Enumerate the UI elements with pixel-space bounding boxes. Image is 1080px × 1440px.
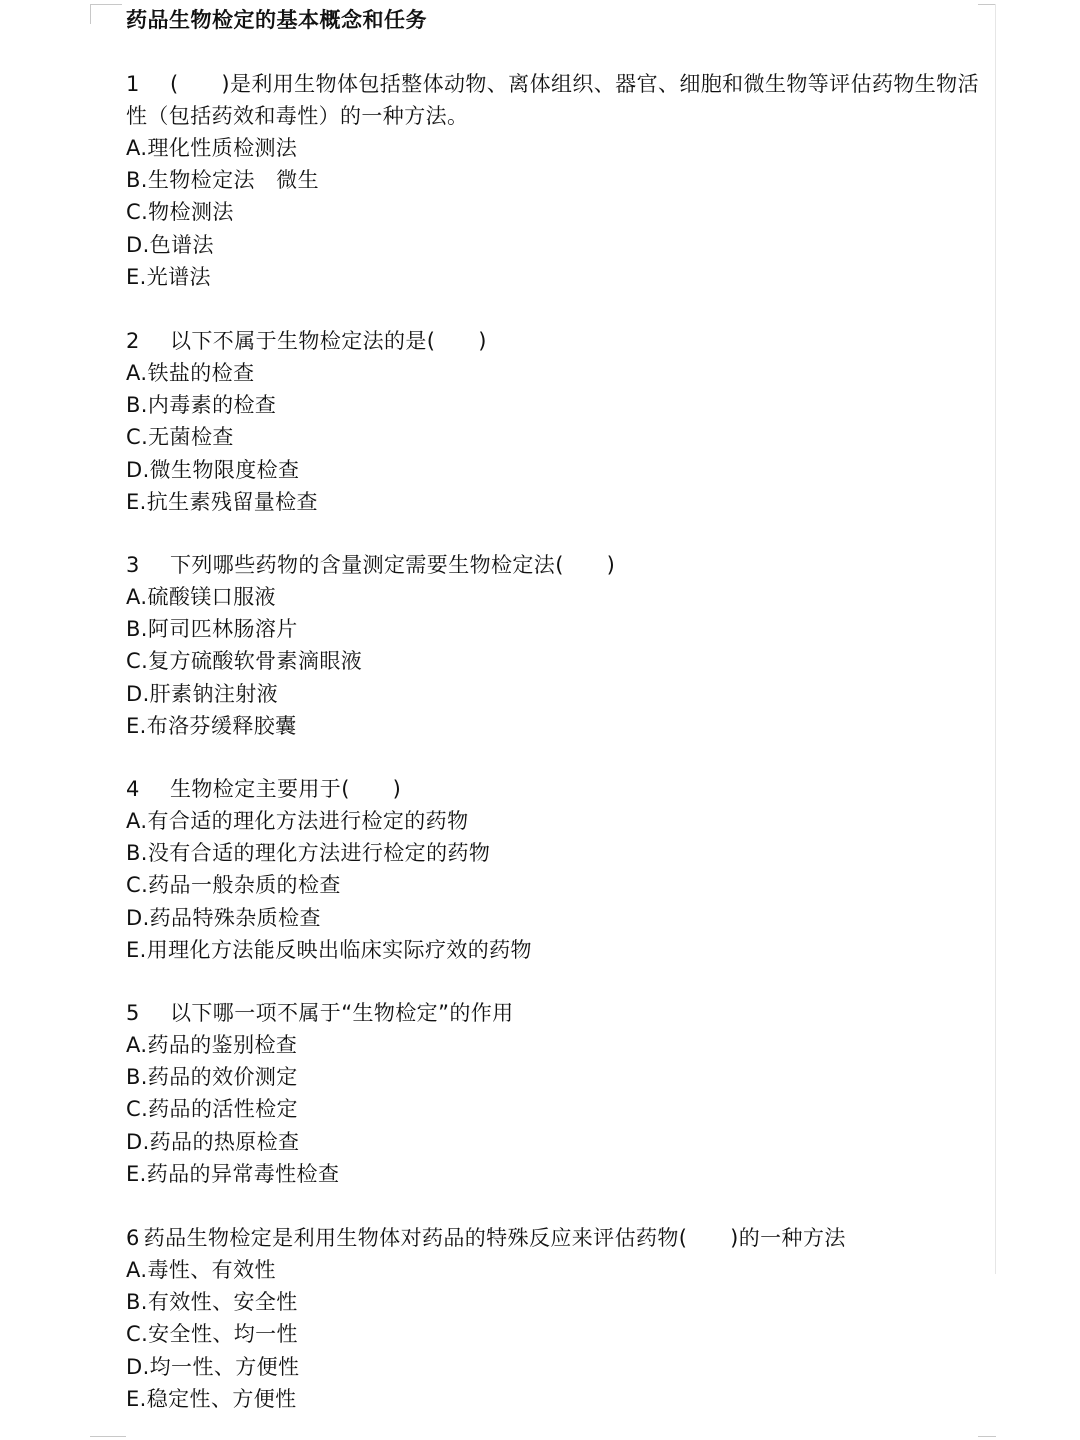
crop-mark: [90, 4, 122, 5]
option-d: D.色谱法: [126, 232, 214, 257]
crop-mark: [90, 1436, 126, 1437]
question-number: 2: [126, 329, 140, 353]
crop-mark: [90, 4, 91, 24]
question-stem: [126, 773, 986, 805]
option-e: E.布洛芬缓释胶囊: [126, 713, 297, 738]
option-e: E.用理化方法能反映出临床实际疗效的药物: [126, 937, 532, 962]
question-number: 4: [126, 777, 140, 801]
question-stem: [126, 325, 986, 357]
question-number: 3: [126, 553, 140, 577]
question-text: 生物检定主要用于( ): [170, 777, 402, 801]
option-c: C.药品一般杂质的检查: [126, 873, 341, 898]
option-c: C.药品的活性检定: [126, 1097, 298, 1122]
option-a: A.理化性质检测法: [126, 136, 298, 160]
question-2: [126, 325, 986, 518]
question-stem: [126, 549, 986, 581]
option-c: C.物检测法: [126, 200, 234, 225]
option-e: E.药品的异常毒性检查: [126, 1161, 340, 1186]
option-a: A.药品的鉴别检查: [126, 1033, 298, 1057]
question-stem: [126, 997, 986, 1029]
option-b: B.内毒素的检查: [126, 393, 277, 418]
crop-mark: [978, 1436, 996, 1437]
question-number: 5: [126, 1001, 140, 1025]
question-1: [126, 68, 986, 293]
option-a: A.有合适的理化方法进行检定的药物: [126, 809, 469, 833]
option-b: B.没有合适的理化方法进行检定的药物: [126, 841, 491, 866]
question-6: [126, 1222, 986, 1415]
question-text: 药品生物检定是利用生物体对药品的特殊反应来评估药物( )的一种方法: [143, 1226, 846, 1250]
question-stem: [126, 1222, 986, 1254]
option-d: D.药品特殊杂质检查: [126, 905, 321, 930]
option-b: B.生物检定法 微生: [126, 168, 320, 193]
option-a: A.硫酸镁口服液: [126, 585, 276, 609]
option-d: D.药品的热原检查: [126, 1129, 300, 1154]
crop-mark: [995, 4, 996, 1274]
question-number: 1: [126, 72, 140, 96]
question-stem: [126, 68, 986, 132]
question-text: 以下哪一项不属于“生物检定”的作用: [170, 1001, 514, 1025]
crop-mark: [978, 4, 996, 5]
option-e: E.光谱法: [126, 264, 211, 289]
option-b: B.阿司匹林肠溶片: [126, 617, 298, 642]
option-b: B.有效性、安全性: [126, 1290, 298, 1315]
option-e: E.抗生素残留量检查: [126, 489, 318, 514]
option-c: C.无菌检查: [126, 425, 234, 450]
option-d: D.肝素钠注射液: [126, 681, 279, 706]
question-text: 以下不属于生物检定法的是( ): [170, 329, 487, 353]
question-5: [126, 997, 986, 1190]
question-4: [126, 773, 986, 966]
option-c: C.复方硫酸软骨素滴眼液: [126, 649, 363, 674]
page-title: 药品生物检定的基本概念和任务: [126, 8, 427, 32]
question-text: 下列哪些药物的含量测定需要生物检定法( ): [170, 553, 616, 577]
option-a: A.毒性、有效性: [126, 1258, 276, 1282]
question-3: [126, 549, 986, 742]
option-d: D.均一性、方便性: [126, 1354, 300, 1379]
option-a: A.铁盐的检查: [126, 361, 255, 385]
option-e: E.稳定性、方便性: [126, 1386, 297, 1411]
question-number: 6: [126, 1226, 140, 1250]
question-text: ( )是利用生物体包括整体动物、离体组织、器官、细胞和微生物等评估药物生物活性（包括药效和毒性）的一种方法。: [126, 72, 979, 128]
option-b: B.药品的效价测定: [126, 1065, 298, 1090]
option-c: C.安全性、均一性: [126, 1322, 298, 1347]
option-d: D.微生物限度检查: [126, 457, 300, 482]
